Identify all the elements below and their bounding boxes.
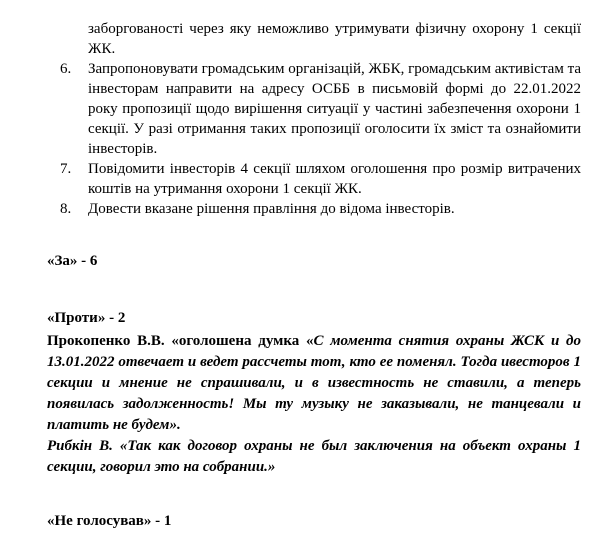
comment-rybkin-author: Рибкін В.	[47, 438, 120, 454]
comment-rybkin	[47, 436, 581, 478]
list-item-8	[88, 199, 581, 219]
comment-prokopenko-author: Прокопенко В.В. «оголошена думка «	[47, 333, 314, 349]
comment-prokopenko	[47, 331, 581, 436]
list-item-5-text: заборгованості через яку неможливо утримувати фізичну охорону 1 секції ЖК.	[88, 21, 581, 57]
list-item-7	[88, 159, 581, 199]
vote-for: «За» - 6	[47, 253, 98, 269]
comment-prokopenko-quote: С момента снятия охраны ЖСК и до 13.01.2022 отвечает и ведет рассчеты тот, кто ее поменял. Тогда ивесторов 1 секции и мнение не спрашивали, и в известность не ставили, а теперь появилась задолженность! Мы ту музыку не заказывали, не танцевали и платить не будем».	[47, 333, 581, 433]
list-item-6	[88, 59, 581, 159]
list-item-6-number: 6.	[60, 61, 72, 77]
list-item-7-text: Повідомити інвесторів 4 секції шляхом оголошення про розмір витрачених коштів на утримання охорони 1 секції ЖК.	[88, 161, 581, 197]
list-item-5-continuation	[88, 19, 581, 59]
vote-against: «Проти» - 2	[47, 310, 126, 326]
vote-abstain: «Не голосував» - 1	[47, 513, 172, 529]
list-item-7-number: 7.	[60, 161, 72, 177]
comment-rybkin-quote: «Так как договор охраны не был заключения на объект охраны 1 секции, говорил это на собрании.»	[47, 438, 581, 475]
list-item-8-number: 8.	[60, 201, 72, 217]
list-item-8-text: Довести вказане рішення правління до відома інвесторів.	[88, 201, 455, 217]
list-item-6-text: Запропоновувати громадським організацій, ЖБК, громадським активістам та інвесторам направити на адресу ОСББ в письмовій формі до 22.01.2022 року пропозиції щодо вирішення ситуації у частині забезпечення охорони 1 секції. У разі отримання таких пропозиції оголосити їх зміст та ознайомити інвесторів.	[88, 61, 581, 157]
